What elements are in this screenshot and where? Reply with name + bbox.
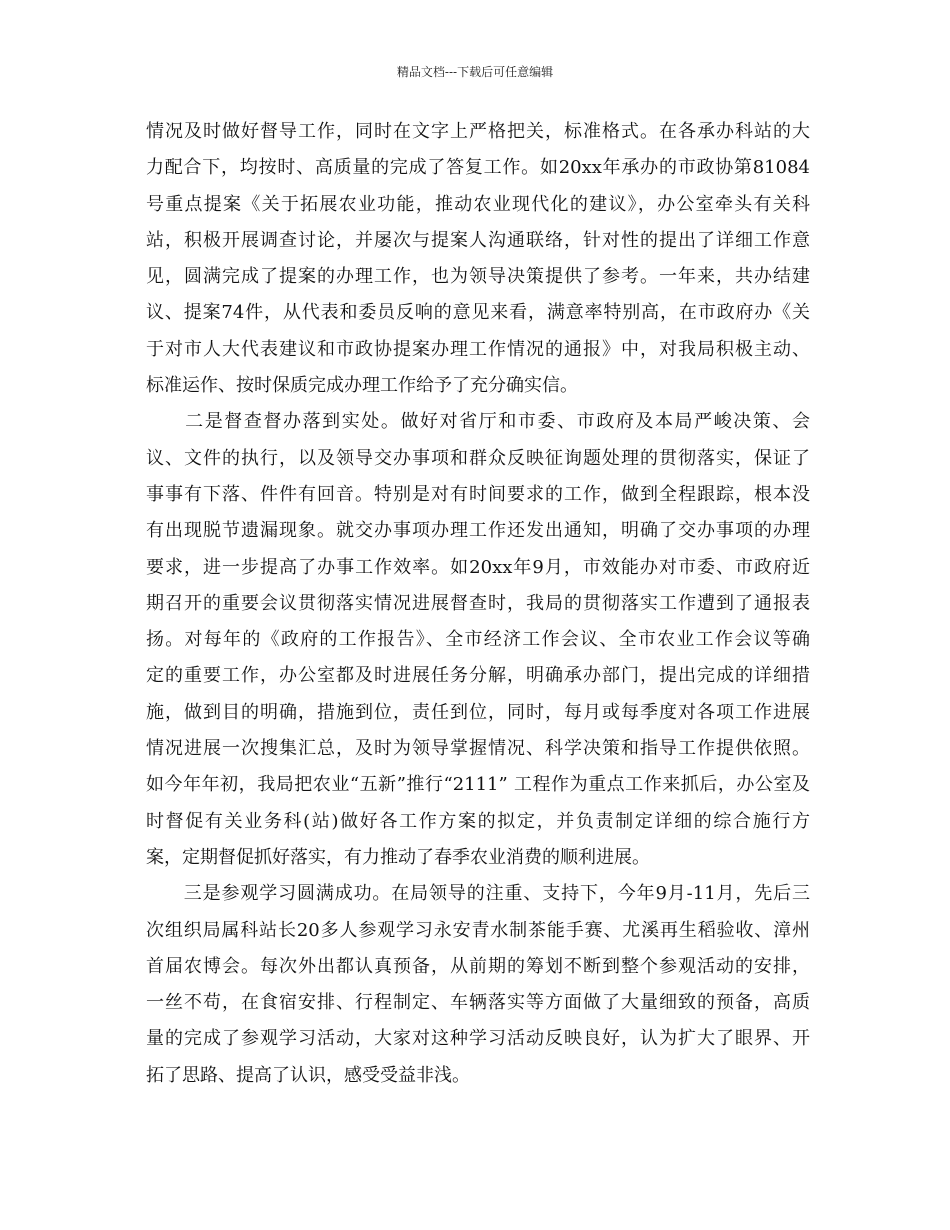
page-header: 精品文档---下载后可任意编辑 [396, 65, 554, 79]
text-line: 于对市人大代表建议和市政协提案办理工作情况的通报》中，对我局积极主动、 [146, 338, 810, 360]
text-line: 施，做到目的明确，措施到位，责任到位，同时，每月或每季度对各项工作进展 [146, 701, 810, 723]
text-line: 拓了思路、提高了认识，感受受益非浅。 [146, 1064, 470, 1086]
text-line: 首届农博会。每次外出都认真预备，从前期的筹划不断到整个参观活动的安排， [146, 955, 810, 977]
text-line: 议、文件的执行，以及领导交办事项和群众反映征询题处理的贯彻落实，保证了 [146, 447, 810, 469]
paragraph-1 [146, 114, 810, 404]
text-line: 如今年年初，我局把农业“五新”推行“2111” 工程作为重点工作来抓后，办公室及 [146, 774, 810, 796]
text-line: 站，积极开展调查讨论，并屡次与提案人沟通联络，针对性的提出了详细工作意 [146, 229, 810, 251]
text-line: 次组织局属科站长20多人参观学习永安青水制茶能手赛、尤溪再生稻验收、漳州 [146, 919, 810, 941]
text-line: 扬。对每年的《政府的工作报告》、全市经济工作会议、全市农业工作会议等确 [146, 629, 810, 651]
text-line: 号重点提案《关于拓展农业功能，推动农业现代化的建议》，办公室牵头有关科 [146, 193, 810, 215]
paragraph-3 [146, 876, 810, 1094]
text-line: 议、提案74件，从代表和委员反响的意见来看，满意率特别高，在市政府办《关 [146, 302, 810, 324]
text-line: 一丝不苟，在食宿安排、行程制定、车辆落实等方面做了大量细致的预备，高质 [146, 992, 810, 1014]
text-line: 二是督查督办落到实处。做好对省厅和市委、市政府及本局严峻决策、会 [146, 411, 810, 433]
text-line: 三是参观学习圆满成功。在局领导的注重、支持下，今年9月-11月，先后三 [146, 883, 810, 905]
text-line: 标准运作、按时保质完成办理工作给予了充分确实信。 [146, 375, 578, 397]
text-line: 量的完成了参观学习活动，大家对这种学习活动反映良好，认为扩大了眼界、开 [146, 1028, 810, 1050]
text-line: 案，定期督促抓好落实，有力推动了春季农业消费的顺利进展。 [146, 846, 650, 868]
text-line: 事事有下落、件件有回音。特别是对有时间要求的工作，做到全程跟踪，根本没 [146, 483, 810, 505]
text-line: 情况进展一次搜集汇总，及时为领导掌握情况、科学决策和指导工作提供依照。 [146, 738, 810, 760]
document-body [146, 114, 810, 1094]
text-line: 情况及时做好督导工作，同时在文字上严格把关，标准格式。在各承办科站的大 [146, 121, 810, 142]
text-line: 见，圆满完成了提案的办理工作，也为领导决策提供了参考。一年来，共办结建 [146, 266, 810, 288]
paragraph-2 [146, 404, 810, 876]
text-line: 力配合下，均按时、高质量的完成了答复工作。如20xx年承办的市政协第81084 [146, 157, 810, 179]
text-line: 要求，进一步提高了办事工作效率。如20xx年9月，市效能办对市委、市政府近 [146, 556, 810, 578]
text-line: 期召开的重要会议贯彻落实情况进展督查时，我局的贯彻落实工作遭到了通报表 [146, 592, 810, 614]
text-line: 时督促有关业务科(站)做好各工作方案的拟定，并负责制定详细的综合施行方 [146, 810, 810, 832]
text-line: 有出现脱节遗漏现象。就交办事项办理工作还发出通知，明确了交办事项的办理 [146, 520, 810, 542]
text-line: 定的重要工作，办公室都及时进展任务分解，明确承办部门，提出完成的详细措 [146, 665, 810, 687]
